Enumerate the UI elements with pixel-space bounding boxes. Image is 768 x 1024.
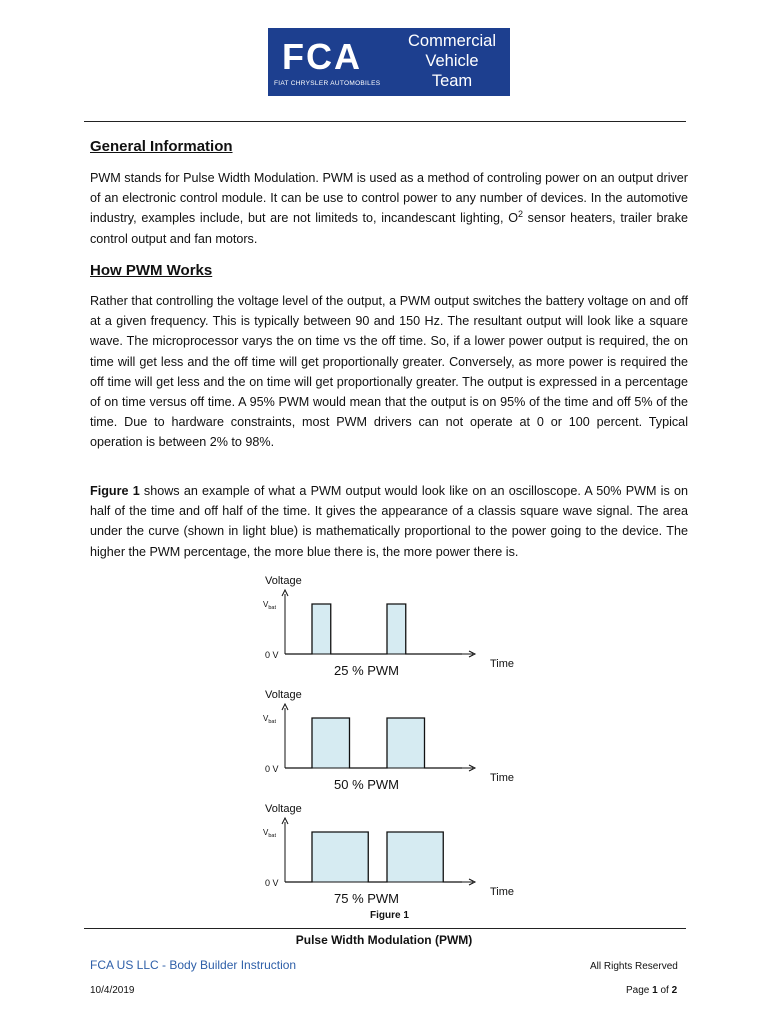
logo-team-text <box>398 31 506 91</box>
superscript: 2 <box>518 209 524 220</box>
xlabel-time: Time <box>490 772 515 784</box>
paragraph-general <box>90 168 688 249</box>
chart-title: 75 % PWM <box>334 891 400 906</box>
footer-company: FCA US LLC - Body Builder Instruction <box>90 958 297 972</box>
ytick-zero: 0 V <box>265 650 279 660</box>
paragraph-how-2 <box>90 481 688 562</box>
pwm-waveform <box>285 718 462 768</box>
xlabel-time: Time <box>490 658 515 670</box>
ylabel-voltage: Voltage <box>265 803 302 815</box>
header-divider <box>84 121 686 122</box>
pulse-fill <box>312 604 331 654</box>
pulse-fill <box>387 718 425 768</box>
ytick-vbat-sub: bat <box>268 719 276 725</box>
pwm-waveform <box>285 604 462 654</box>
ytick-vbat-sub: bat <box>268 605 276 611</box>
logo-brand: FCA <box>282 36 362 77</box>
pulse-fill <box>312 718 350 768</box>
paragraph-how-1: Rather that controlling the voltage level of the output, a PWM output switches the battery voltage on and off at a given frequency. This is typically between 90 and 150 Hz. The resultant output will look like a square wave. The microprocessor varys the on time vs the off time. So, if a lower power output is required, the on time will get less and the off time will get proportionally greater. Conversely, as more power is required the off time will get less and the on time will get proportionally greater. The output is expressed in a percentage of on time versus off time. A 95% PWM would mean that the output is on 95% of the time and off 5% of the time. Due to hardware constraints, most PWM drivers can not operate at 0 or 100 percent. Typical operation is between 2% to 98%. <box>90 294 688 450</box>
pulse-fill <box>387 832 443 882</box>
figure-caption: Figure 1 <box>370 910 409 921</box>
footer-rights: All Rights Reserved <box>590 961 678 972</box>
section-heading-general: General Information <box>90 138 233 155</box>
chart-title: 50 % PWM <box>334 777 400 792</box>
ytick-vbat: $V_{bat}$ <box>263 828 276 839</box>
ytick-vbat-sub: bat <box>268 833 276 839</box>
page-of: of <box>657 985 672 996</box>
footer-divider <box>84 928 686 929</box>
ylabel-voltage: Voltage <box>265 575 302 587</box>
footer-page <box>626 985 677 996</box>
document-title: Pulse Width Modulation (PWM) <box>295 933 473 947</box>
chart-title: 25 % PWM <box>334 663 400 678</box>
pwm-charts-svg <box>250 570 530 930</box>
page-prefix: Page <box>626 985 653 996</box>
paragraph-text: shows an example of what a PWM output would look like on an oscilloscope. A 50% PWM is on half of the time and off half of the time. It gives the appearance of a classis square wave signal. The area under the curve (shown in light blue) is mathematically proportional to the power going to the device. The higher the PWM percentage, the more blue there is, the more power there is. <box>90 484 688 559</box>
pwm-figure <box>250 570 530 930</box>
xlabel-time: Time <box>490 886 515 898</box>
pulse-fill <box>312 832 368 882</box>
section-heading-how: How PWM Works <box>90 262 213 279</box>
ytick-zero: 0 V <box>265 764 279 774</box>
ytick-vbat: $V_{bat}$ <box>263 714 276 725</box>
logo-team-line: Commercial <box>407 32 496 50</box>
logo-team-line: Team <box>431 72 473 90</box>
ylabel-voltage: Voltage <box>265 689 302 701</box>
footer-date: 10/4/2019 <box>90 985 135 996</box>
fca-logo <box>268 28 510 96</box>
page-total: 2 <box>671 985 678 996</box>
ytick-vbat: $V_{bat}$ <box>263 600 276 611</box>
paragraph-text: sensor heaters, trailer brake control output and fan motors. <box>90 211 688 246</box>
logo-team-line: Vehicle <box>425 52 479 70</box>
figure-reference: Figure 1 <box>90 484 140 498</box>
pulse-fill <box>387 604 406 654</box>
logo-brand-sub: FIAT CHRYSLER AUTOMOBILES <box>274 80 381 87</box>
paragraph-text: PWM stands for Pulse Width Modulation. PWM is used as a method of controling power on an output driver of an electronic control module. It can be use to control power to any number of devices. In the automotive industry, examples include, but are not limiteds to, incandescant lighting, O <box>90 171 688 226</box>
ytick-zero: 0 V <box>265 878 279 888</box>
page-number: 1 <box>652 985 658 996</box>
